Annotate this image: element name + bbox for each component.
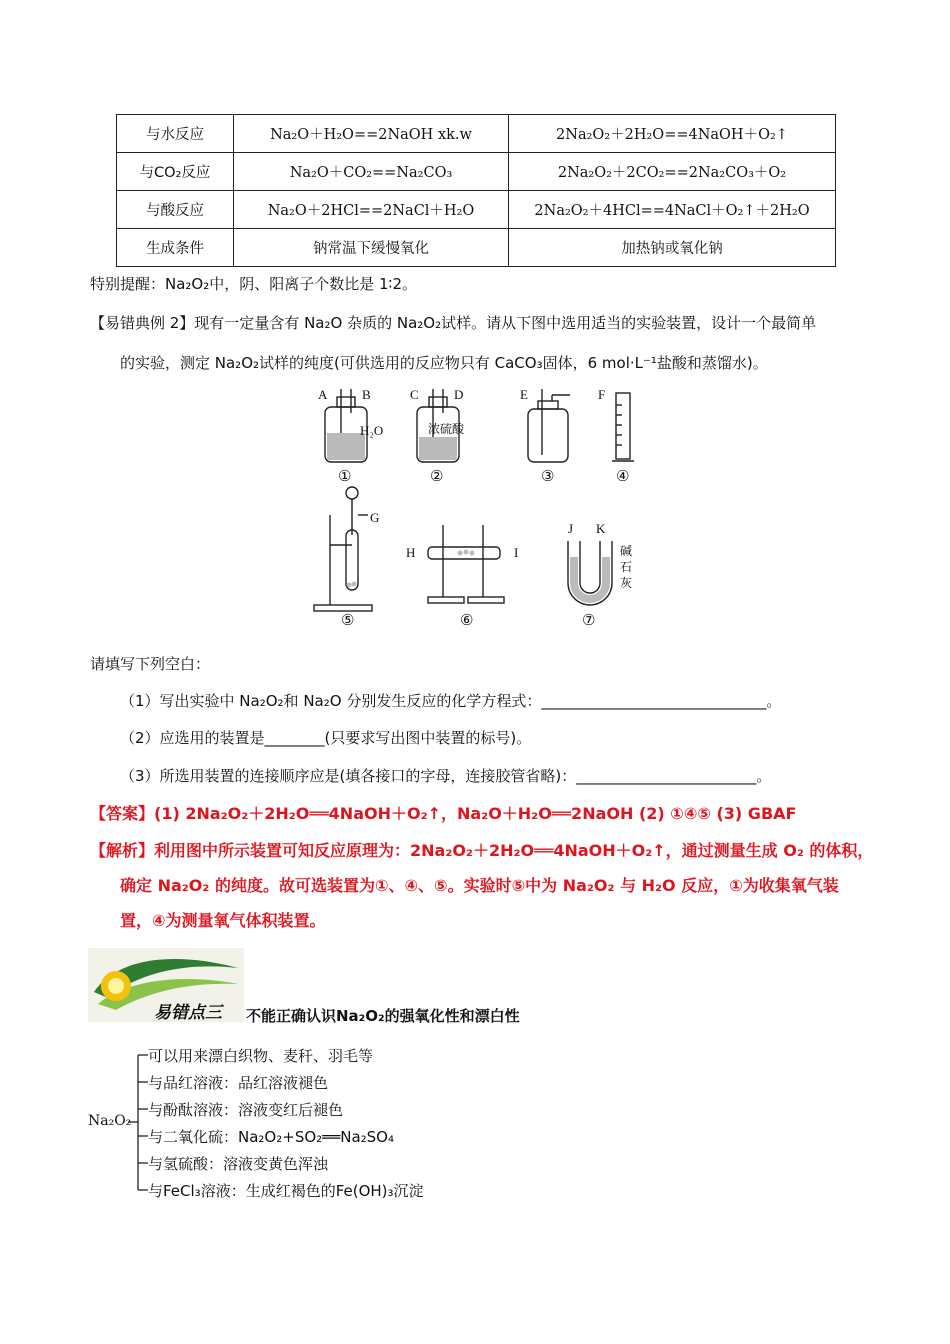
fill-prompt: 请填写下列空白： [90,655,211,673]
mindmap-item: 与FeCl₃溶液：生成红褐色的Fe(OH)₃沉淀 [148,1182,424,1200]
label-b: B [362,387,371,402]
label-k: K [596,521,606,536]
label-e: E [520,387,528,402]
analysis-line-3: 置，④为测量氧气体积装置。 [120,911,326,930]
apparatus-2-number: ② [430,469,444,485]
lime-label-3: 灰 [620,576,633,590]
apparatus-figure [300,385,660,630]
row-label: 与水反应 [117,115,234,153]
answer: 【答案】(1) 2Na₂O₂＋2H₂O══4NaOH＋O₂↑，Na₂O＋H₂O══2NaOH (2) ①④⑤ (3) GBAF [90,804,797,823]
mindmap-item: 可以用来漂白织物、麦秆、羽毛等 [148,1047,374,1065]
lime-label-2: 石 [620,560,633,574]
mindmap-root: Na₂O₂ [88,1113,132,1129]
question-2: （2）应选用的装置是________(只要求写出图中装置的标号)。 [120,729,532,747]
label-a: A [318,387,328,402]
label-i: I [514,545,519,560]
mindmap-item: 与氢硫酸：溶液变黄色浑浊 [148,1155,329,1173]
label-g: G [370,510,380,525]
analysis-line-1: 【解析】利用图中所示装置可知反应原理为：2Na₂O₂＋2H₂O══4NaOH＋O₂↑，通过测量生成 O₂ 的体积， [90,841,874,860]
section-badge: 易错点三 [154,1003,222,1023]
label-h: H [406,545,416,560]
na2o2-cell: 2Na₂O₂＋2CO₂==2Na₂CO₃＋O₂ [509,153,836,191]
na2o-cell: Na₂O＋CO₂==Na₂CO₃ [234,153,509,191]
example-line-2: 的实验，测定 Na₂O₂试样的纯度(可供选用的反应物只有 CaCO₃固体，6 mol·L⁻¹盐酸和蒸馏水)。 [120,354,768,372]
section-title: 不能正确认识Na₂O₂的强氧化性和漂白性 [246,1007,520,1025]
mindmap-item: 与酚酞溶液：溶液变红后褪色 [148,1101,344,1119]
apparatus-5-number: ⑤ [341,613,355,629]
lime-label-1: 碱 [620,544,633,558]
label-f: F [598,387,606,402]
na2o-cell: Na₂O＋H₂O==2NaOH xk.w [234,115,509,153]
special-note: 特别提醒：Na₂O₂中，阴、阳离子个数比是 1∶2。 [90,275,418,293]
na2o2-cell: 加热钠或氧化钠 [509,229,836,267]
comparison-table [116,114,836,267]
question-1: （1）写出实验中 Na₂O₂和 Na₂O 分别发生反应的化学方程式：______________________________。 [120,692,782,710]
table-row [117,191,836,229]
na2o2-cell: 2Na₂O₂＋4HCl==4NaCl＋O₂↑＋2H₂O [509,191,836,229]
row-label: 与酸反应 [117,191,234,229]
row-label: 生成条件 [117,229,234,267]
na2o-cell: 钠常温下缓慢氧化 [234,229,509,267]
mindmap-item: 与二氧化硫：Na₂O₂+SO₂══Na₂SO₄ [148,1128,394,1146]
h2o-label: H₂O [360,423,384,438]
mindmap-item: 与品红溶液：品红溶液褪色 [148,1074,329,1092]
apparatus-6-number: ⑥ [460,613,474,629]
label-c: C [410,387,419,402]
question-3: （3）所选用装置的连接顺序应是(填各接口的字母，连接胶管省略)：________________________。 [120,767,772,785]
apparatus-3-number: ③ [541,469,555,485]
na2o-cell: Na₂O＋2HCl==2NaCl＋H₂O [234,191,509,229]
row-label: 与CO₂反应 [117,153,234,191]
apparatus-7-number: ⑦ [582,613,596,629]
example-line-1: 【易错典例 2】现有一定量含有 Na₂O 杂质的 Na₂O₂试样。请从下图中选用适当的实验装置，设计一个最简单 [90,314,817,332]
table-row [117,229,836,267]
label-d: D [454,387,464,402]
label-j: J [568,521,574,536]
analysis-line-2: 确定 Na₂O₂ 的纯度。故可选装置为①、④、⑤。实验时⑤中为 Na₂O₂ 与 H₂O 反应，①为收集氧气装 [120,876,839,895]
acid-label: 浓硫酸 [428,422,465,436]
table-row [117,115,836,153]
na2o2-cell: 2Na₂O₂＋2H₂O==4NaOH＋O₂↑ [509,115,836,153]
table-row [117,153,836,191]
apparatus-4-number: ④ [616,469,630,485]
apparatus-1-number: ① [338,469,352,485]
